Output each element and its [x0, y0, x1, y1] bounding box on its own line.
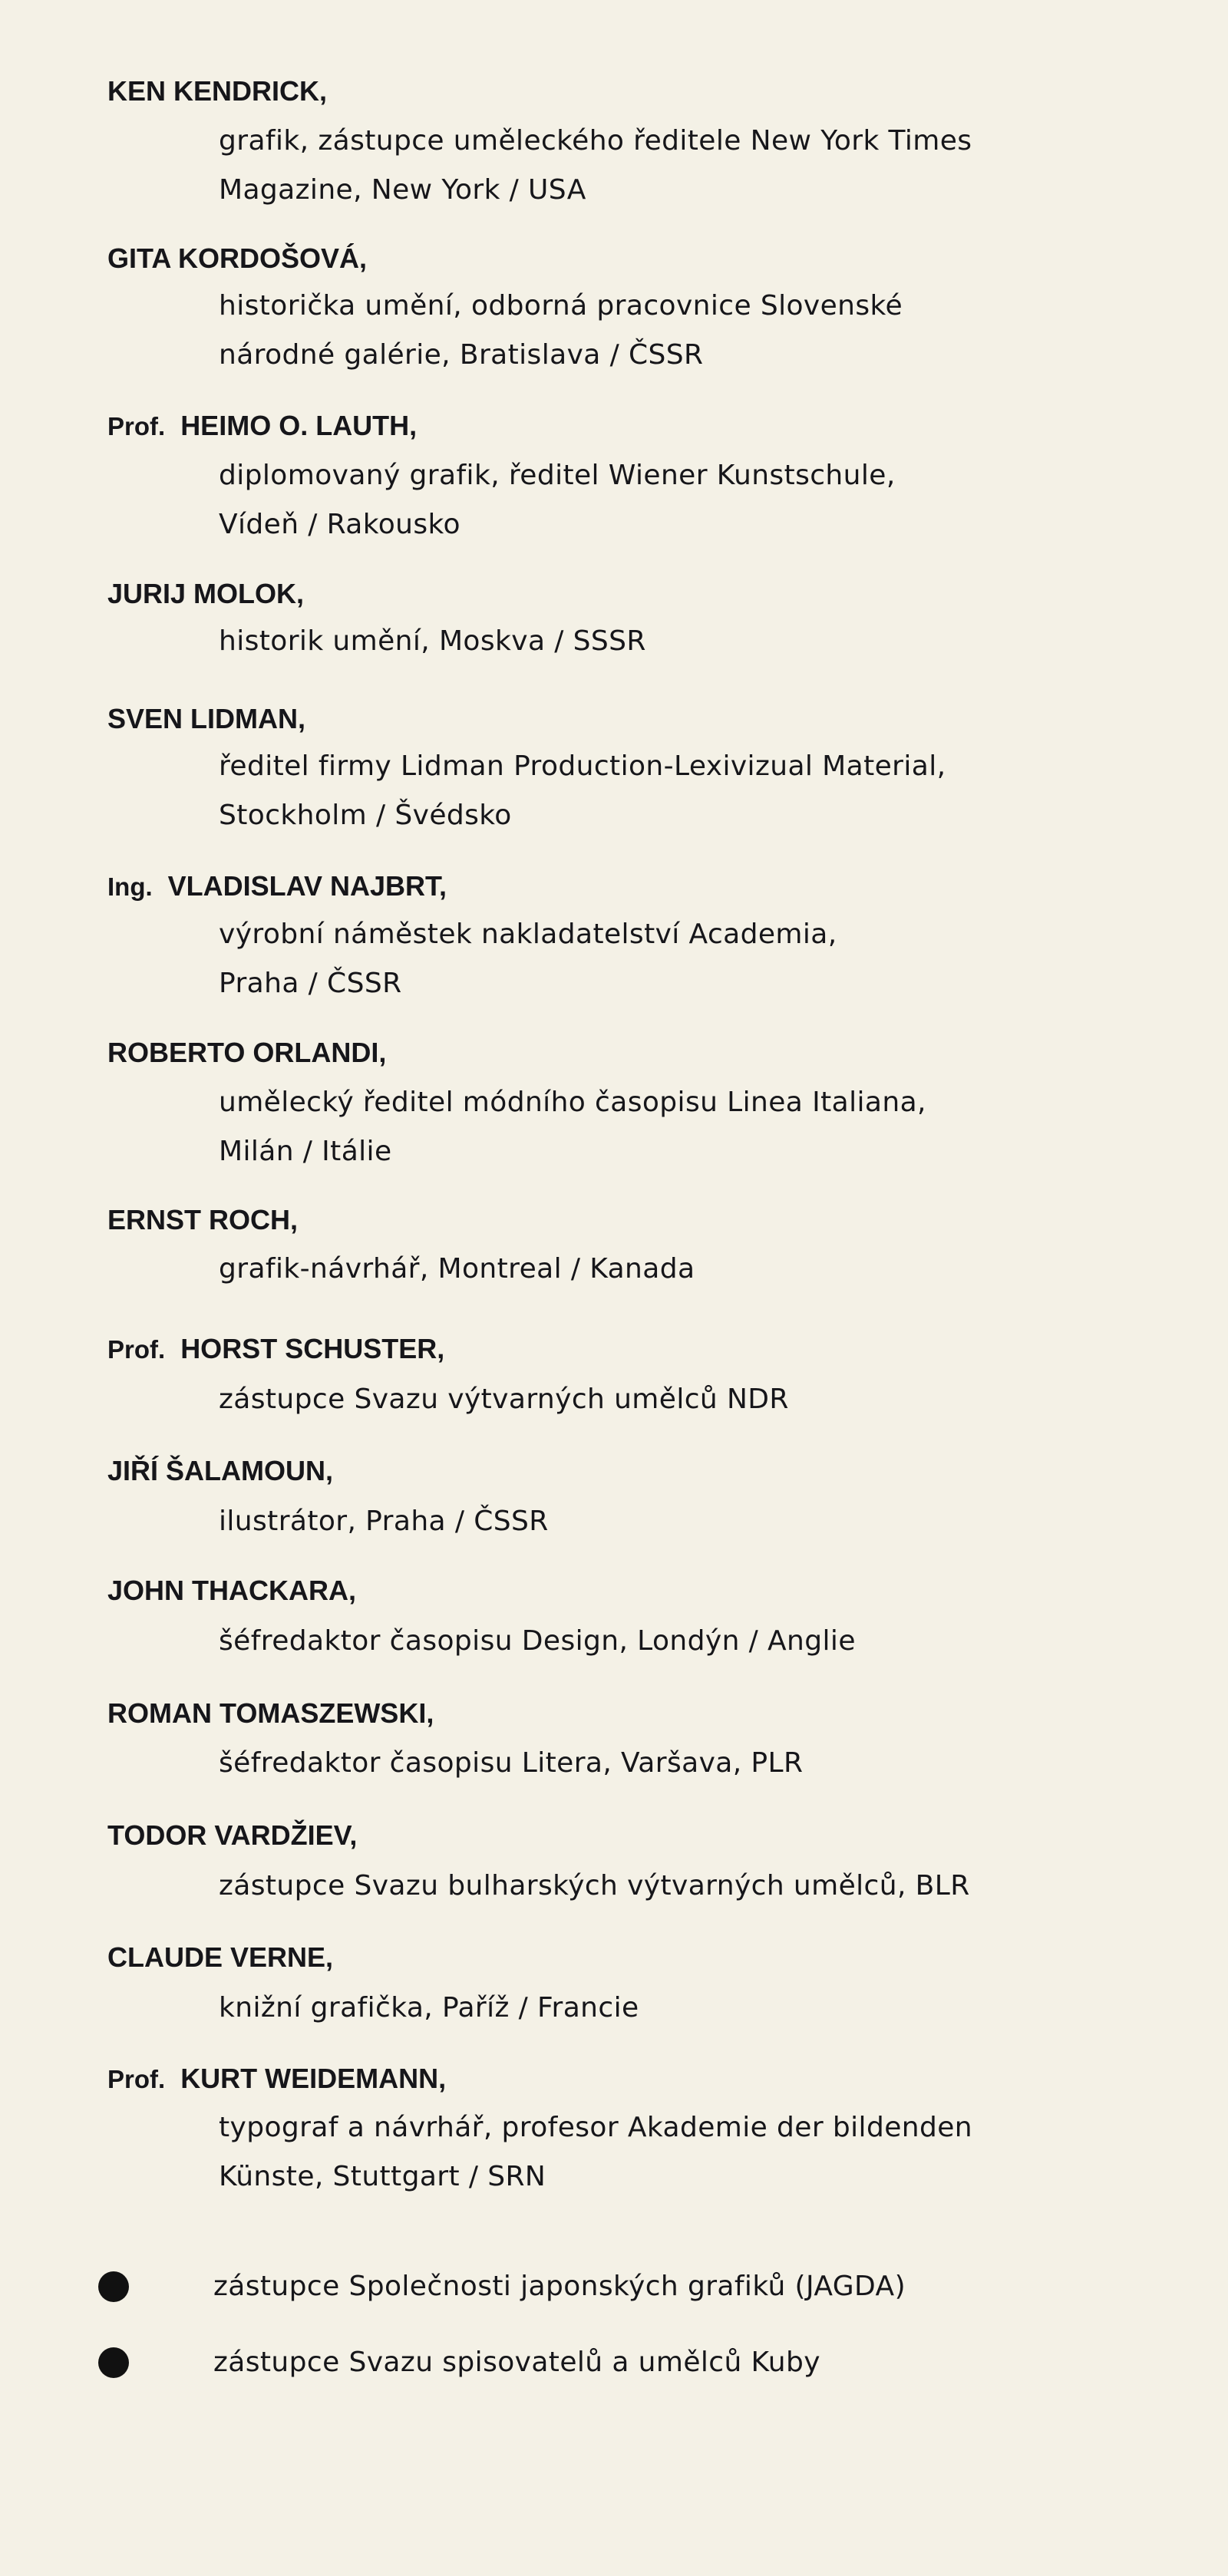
description-line: umělecký ředitel módního časopisu Linea Italiana, — [219, 1087, 926, 1118]
bullet-text: zástupce Společnosti japonských grafiků (JAGDA) — [213, 2271, 906, 2302]
member-name: ROMAN TOMASZEWSKI, — [107, 1697, 434, 1729]
member-description — [219, 1245, 695, 1294]
description-line: Künste, Stuttgart / SRN — [219, 2161, 546, 2192]
jury-member-name — [107, 1203, 298, 1238]
member-title: Prof. — [107, 412, 166, 440]
member-name: KEN KENDRICK, — [107, 75, 328, 107]
member-description — [219, 1617, 856, 1666]
bullet-dot-icon — [98, 2271, 129, 2302]
jury-member-name — [107, 1332, 444, 1367]
description-line: historik umění, Moskva / SSSR — [219, 625, 646, 657]
description-line: zástupce Svazu výtvarných umělců NDR — [219, 1384, 789, 1415]
member-name: ROBERTO ORLANDI, — [107, 1037, 387, 1068]
member-description — [219, 617, 646, 666]
bullet-dot-icon — [98, 2347, 129, 2378]
description-line: Stockholm / Švédsko — [219, 800, 512, 831]
description-line: ředitel firmy Lidman Production-Lexivizual Material, — [219, 750, 946, 782]
member-name: JIŘÍ ŠALAMOUN, — [107, 1455, 334, 1486]
member-description — [219, 117, 972, 215]
member-description — [219, 1375, 789, 1424]
description-line: šéfredaktor časopisu Litera, Varšava, PLR — [219, 1747, 804, 1779]
description-line: knižní grafička, Paříž / Francie — [219, 1992, 639, 2024]
jury-member-name — [107, 869, 447, 904]
description-line: diplomovaný grafik, ředitel Wiener Kunstschule, — [219, 460, 896, 491]
member-description — [219, 282, 903, 380]
jury-member-name — [107, 1454, 333, 1489]
description-line: Vídeň / Rakousko — [219, 509, 460, 540]
member-name: GITA KORDOŠOVÁ, — [107, 242, 368, 274]
jury-member-name — [107, 409, 417, 444]
description-line: šéfredaktor časopisu Design, Londýn / Anglie — [219, 1625, 856, 1657]
member-description — [219, 742, 946, 840]
description-line: grafik-návrhář, Montreal / Kanada — [219, 1253, 695, 1285]
bullet-item — [0, 2344, 1228, 2390]
member-description — [219, 1984, 639, 2033]
jury-member-name — [107, 1819, 357, 1853]
member-title: Prof. — [107, 2065, 166, 2093]
description-line: národné galérie, Bratislava / ČSSR — [219, 339, 704, 371]
member-description — [219, 451, 896, 549]
bullet-item — [0, 2268, 1228, 2314]
jury-member-name — [107, 1574, 356, 1608]
member-description — [219, 2103, 972, 2202]
member-description — [219, 1078, 926, 1176]
member-description — [219, 1862, 970, 1911]
member-name: CLAUDE VERNE, — [107, 1941, 334, 1973]
jury-member-name — [107, 577, 304, 612]
member-description — [219, 910, 837, 1008]
jury-member-name — [107, 1036, 386, 1070]
description-line: Milán / Itálie — [219, 1136, 392, 1167]
member-name: JOHN THACKARA, — [107, 1575, 356, 1606]
description-line: zástupce Svazu bulharských výtvarných umělců, BLR — [219, 1870, 970, 1901]
description-line: výrobní náměstek nakladatelství Academia, — [219, 919, 837, 950]
member-description — [219, 1497, 549, 1546]
jury-member-name — [107, 1697, 434, 1731]
member-title: Prof. — [107, 1335, 166, 1364]
member-title: Ing. — [107, 872, 153, 901]
description-line: grafik, zástupce uměleckého ředitele New York Times — [219, 125, 972, 157]
jury-member-name — [107, 1941, 333, 1975]
member-name: HORST SCHUSTER, — [180, 1333, 445, 1364]
jury-member-name — [107, 702, 305, 737]
member-description — [219, 1739, 803, 1788]
member-name: JURIJ MOLOK, — [107, 578, 305, 609]
member-name: SVEN LIDMAN, — [107, 703, 306, 734]
member-name: TODOR VARDŽIEV, — [107, 1819, 358, 1851]
member-name: HEIMO O. LAUTH, — [180, 410, 418, 441]
jury-member-name — [107, 242, 367, 276]
jury-member-name — [107, 74, 327, 109]
member-name: ERNST ROCH, — [107, 1204, 299, 1235]
member-name: KURT WEIDEMANN, — [180, 2063, 447, 2094]
member-name: VLADISLAV NAJBRT, — [167, 870, 447, 902]
description-line: Praha / ČSSR — [219, 968, 402, 999]
description-line: typograf a návrhář, profesor Akademie der bildenden — [219, 2112, 972, 2143]
jury-member-name — [107, 2062, 446, 2096]
description-line: historička umění, odborná pracovnice Slovenské — [219, 290, 903, 322]
description-line: Magazine, New York / USA — [219, 174, 586, 206]
bullet-text: zástupce Svazu spisovatelů a umělců Kuby — [213, 2347, 820, 2378]
description-line: ilustrátor, Praha / ČSSR — [219, 1506, 549, 1537]
